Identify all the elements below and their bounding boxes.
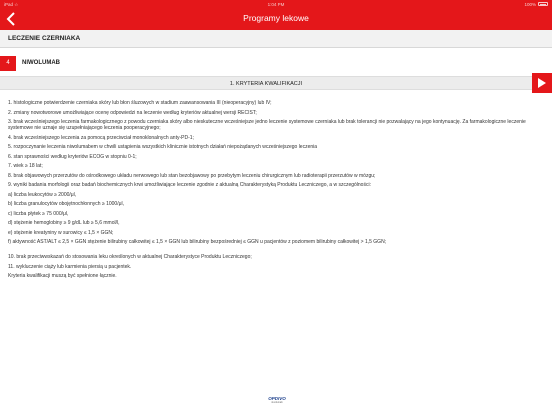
criteria-list (8, 100, 538, 283)
battery-icon (538, 2, 548, 6)
carrier-label: iPad ☆ (4, 1, 19, 7)
criteria-item: 6. stan sprawności według kryteriów ECOG w stopniu 0-1; (8, 153, 137, 160)
drug-number-badge: 4 (0, 56, 16, 71)
criteria-item: 9. wyniki badania morfologii oraz badań biochemicznych krwi umożliwiające leczenie zgodnie z aktualną Charakterystyką Produktu Leczniczego, a w szczególności: (8, 182, 371, 188)
criteria-subitem: c) liczba płytek ≥ 75 000/μl, (8, 210, 69, 217)
criteria-item: 3. brak wcześniejszego leczenia farmakologicznego z powodu czerniaka skóry albo nieskuteczne wcześniejsze jedno leczenie systemowe czerniaka lub brak tolerancji nie pozwalający na jego kontynuację. Za farmakologiczne leczenie systemowe nie uznaje się uzupełniającego leczenia pooperacyjnego; (8, 119, 526, 131)
criteria-item: 5. rozpoczynanie leczenia niwolumabem w chwili ustąpienia wszystkich klinicznie istotnych działań niepożądanych wcześniejszego leczenia (8, 144, 318, 150)
section-header (0, 30, 552, 48)
drug-name: NIWOLUMAB (22, 60, 60, 66)
criteria-item: 10. brak przeciwwskazań do stosowania leku określonych w aktualnej Charakterystyce Produktu Leczniczego; (8, 254, 252, 260)
opdivo-logo (265, 396, 289, 404)
criteria-item: 11. wykluczenie ciąży lub karmienia piersią u pacjentek. (8, 263, 132, 270)
criteria-header-bar (0, 76, 532, 90)
criteria-subitem: b) liczba granulocytów obojętnochłonnych ≥ 1000/μl, (8, 201, 124, 207)
criteria-subitem: e) stężenie kreatyniny w surowicy ≤ 1,5 × GGN; (8, 229, 114, 236)
criteria-item: 8. brak objawowych przerzutów do ośrodkowego układu nerwowego lub stan bezobjawowy po przebytym leczeniu chirurgicznym lub radioterapii przerzutów w mózgu; (8, 172, 376, 179)
criteria-subitem: d) stężenie hemoglobiny ≥ 9 g/dL lub ≥ 5,6 mmol/l, (8, 220, 120, 226)
criteria-subitem: f) aktywność AST/ALT ≤ 2,5 × GGN stężenie bilirubiny całkowitej ≤ 1,5 × GGN lub bilirubiny bezpośredniej ≤ GGN u pacjentów z poziomem bilirubiny całkowitej > 1,5 GGN; (8, 239, 387, 245)
clock: 1:04 PM (267, 1, 285, 7)
criteria-header: 1. KRYTERIA KWALIFIKACJI (229, 80, 303, 87)
battery-label: 100% (524, 1, 536, 7)
play-right-icon (538, 78, 546, 88)
criteria-note: Kryteria kwalifikacji muszą być spełnione łącznie. (8, 273, 117, 279)
nav-bar (0, 8, 552, 30)
criteria-item: 4. brak wcześniejszego leczenia za pomocą przeciwciał monoklonalnych anty-PD-1; (8, 134, 194, 141)
criteria-item: 2. zmiany nowotworowe umożliwiające ocenę odpowiedzi na leczenie według kryteriów aktualnej wersji RECIST; (8, 109, 257, 116)
drug-row (0, 56, 552, 71)
next-section-button[interactable] (532, 73, 552, 93)
criteria-subitem: a) liczba leukocytów ≥ 2000/μl, (8, 191, 77, 198)
logo-subtitle: nivolumab (271, 401, 283, 404)
page-title: Programy lekowe (243, 13, 309, 23)
section-title: LECZENIE CZERNIAKA (8, 35, 81, 42)
status-bar (0, 0, 552, 8)
criteria-item: 1. histologiczne potwierdzenie czerniaka skóry lub błon śluzowych w stadium zaawansowania III (nieoperacyjny) lub IV; (8, 100, 272, 106)
criteria-item: 7. wiek ≥ 18 lat; (8, 163, 43, 169)
logo-brand: OPDIVO (268, 396, 286, 401)
